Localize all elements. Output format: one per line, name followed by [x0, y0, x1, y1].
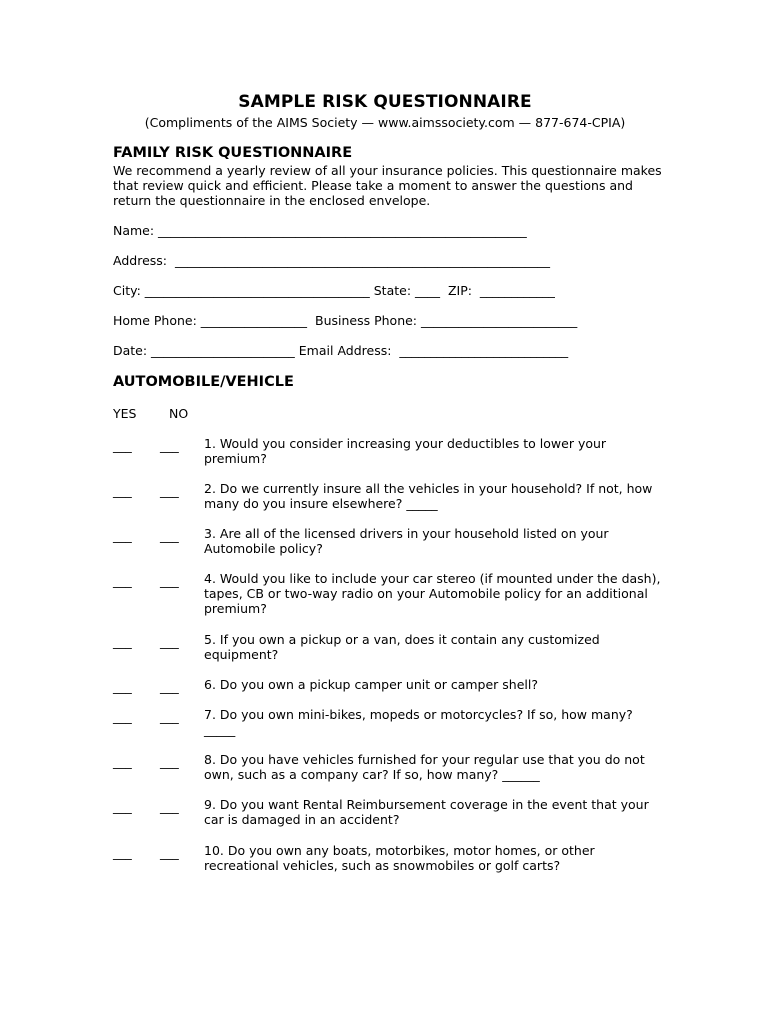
auto-section-heading: AUTOMOBILE/VEHICLE: [113, 374, 294, 390]
question-text-10: 10. Do you own any boats, motorbikes, motor homes, or other recreational vehicles, such as snowmobiles or golf carts?: [204, 843, 595, 873]
date-email-fields[interactable]: Date: _______________________ Email Address: ___________________________: [113, 343, 569, 358]
family-intro-text: We recommend a yearly review of all your insurance policies. This questionnaire makes that review quick and efficient. Please take a moment to answer the questions and return the questionnaire in the enclosed envelope.: [113, 163, 662, 208]
no-answer-blank[interactable]: ___: [160, 754, 179, 769]
no-answer-blank[interactable]: ___: [160, 634, 179, 649]
no-answer-blank[interactable]: ___: [160, 845, 179, 860]
question-text-8: 8. Do you have vehicles furnished for your regular use that you do not own, such as a company car? If so, how many? ______: [204, 752, 645, 782]
no-answer-blank[interactable]: ___: [160, 438, 179, 453]
yes-answer-blank[interactable]: ___: [113, 679, 132, 694]
question-text-3: 3. Are all of the licensed drivers in your household listed on your Automobile policy?: [204, 526, 609, 556]
yes-answer-blank[interactable]: ___: [113, 709, 132, 724]
city-state-zip-field[interactable]: City: ____________________________________ State: ____ ZIP: ____________: [113, 283, 555, 298]
yes-answer-blank[interactable]: ___: [113, 799, 132, 814]
yes-answer-blank[interactable]: ___: [113, 634, 132, 649]
family-section-heading: FAMILY RISK QUESTIONNAIRE: [113, 145, 353, 161]
page-subtitle: (Compliments of the AIMS Society — www.aimssociety.com — 877-674-CPIA): [144, 115, 626, 130]
no-column-header: NO: [169, 406, 189, 421]
question-text-1: 1. Would you consider increasing your deductibles to lower your premium?: [204, 436, 607, 466]
no-answer-blank[interactable]: ___: [160, 528, 179, 543]
question-text-6: 6. Do you own a pickup camper unit or camper shell?: [204, 677, 539, 692]
yes-answer-blank[interactable]: ___: [113, 438, 132, 453]
yes-answer-blank[interactable]: ___: [113, 483, 132, 498]
question-text-2: 2. Do we currently insure all the vehicles in your household? If not, how many do you insure elsewhere? _____: [204, 481, 653, 511]
yes-answer-blank[interactable]: ___: [113, 528, 132, 543]
no-answer-blank[interactable]: ___: [160, 709, 179, 724]
no-answer-blank[interactable]: ___: [160, 573, 179, 588]
yes-answer-blank[interactable]: ___: [113, 845, 132, 860]
phone-fields[interactable]: Home Phone: _________________ Business Phone: _________________________: [113, 313, 578, 328]
yes-answer-blank[interactable]: ___: [113, 754, 132, 769]
page-title: SAMPLE RISK QUESTIONNAIRE: [238, 92, 532, 112]
address-field[interactable]: Address: ____________________________________________________________: [113, 253, 550, 268]
no-answer-blank[interactable]: ___: [160, 679, 179, 694]
no-answer-blank[interactable]: ___: [160, 483, 179, 498]
question-text-5: 5. If you own a pickup or a van, does it contain any customized equipment?: [204, 632, 600, 662]
yes-column-header: YES: [113, 406, 137, 421]
question-text-7: 7. Do you own mini-bikes, mopeds or motorcycles? If so, how many? _____: [204, 707, 633, 737]
no-answer-blank[interactable]: ___: [160, 799, 179, 814]
yes-answer-blank[interactable]: ___: [113, 573, 132, 588]
question-text-9: 9. Do you want Rental Reimbursement coverage in the event that your car is damaged in an accident?: [204, 797, 649, 827]
question-text-4: 4. Would you like to include your car stereo (if mounted under the dash), tapes, CB or two-way radio on your Automobile policy for an additional premium?: [204, 571, 661, 616]
name-field[interactable]: Name: ___________________________________________________________: [113, 223, 527, 238]
